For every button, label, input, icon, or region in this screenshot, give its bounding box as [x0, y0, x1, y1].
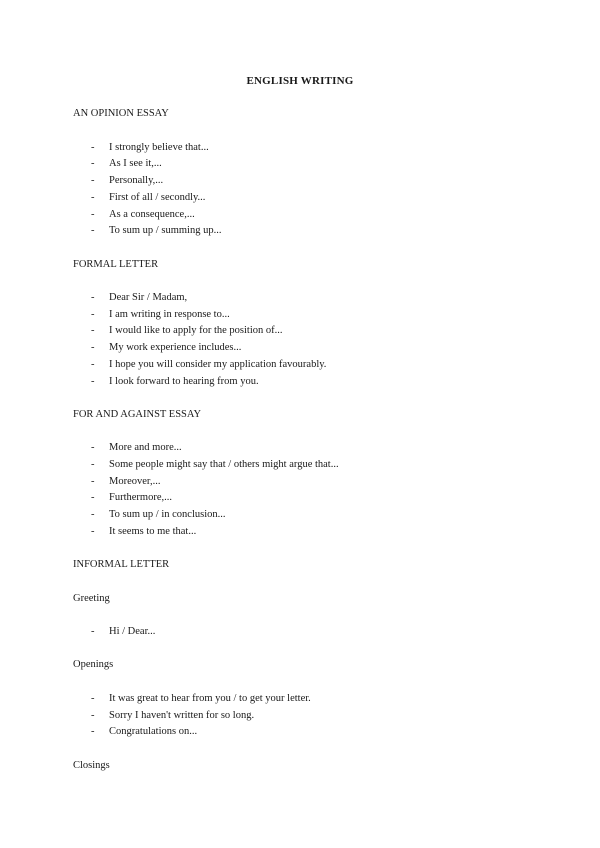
list-item-text: I hope you will consider my application favourably.	[109, 358, 327, 370]
list-item-text: First of all / secondly...	[109, 191, 206, 203]
list-item	[73, 190, 533, 207]
list-item-text: I am writing in response to...	[109, 308, 230, 320]
dash-bullet: -	[91, 492, 95, 504]
list-item-text: My work experience includes...	[109, 342, 242, 354]
dash-bullet: -	[91, 375, 95, 387]
list-item-text: Some people might say that / others might argue that...	[109, 459, 339, 471]
list-item-text: It seems to me that...	[109, 525, 197, 537]
list-item	[73, 173, 533, 190]
dash-bullet: -	[91, 709, 95, 721]
list-item-text: More and more...	[109, 442, 182, 454]
list-item-text: Congratulations on...	[109, 726, 198, 738]
list-item	[73, 223, 533, 240]
list-item-text: I strongly believe that...	[109, 141, 209, 153]
dash-bullet: -	[91, 325, 95, 337]
subheading-closings: Closings	[73, 759, 110, 771]
list-item	[73, 507, 533, 524]
list-item	[73, 140, 533, 157]
list-item	[73, 457, 533, 474]
list-item	[73, 307, 533, 324]
sections	[73, 106, 533, 540]
dash-bullet: -	[91, 308, 95, 320]
list-item-text: It was great to hear from you / to get your letter.	[109, 692, 311, 704]
list-item	[73, 440, 533, 457]
section-heading-informal-letter: INFORMAL LETTER	[73, 559, 170, 571]
list-item	[73, 207, 533, 224]
list-item-text: Sorry I haven't written for so long.	[109, 709, 255, 721]
dash-bullet: -	[91, 208, 95, 220]
dash-bullet: -	[91, 626, 95, 638]
list-item	[73, 708, 533, 725]
dash-bullet: -	[91, 459, 95, 471]
phrase-list	[73, 290, 533, 390]
list-item-text: Hi / Dear...	[109, 626, 156, 638]
greeting-list	[73, 624, 533, 641]
list-item-text: As I see it,...	[109, 158, 162, 170]
list-item	[73, 290, 533, 307]
document-page	[73, 73, 533, 791]
document-title: ENGLISH WRITING	[246, 75, 354, 87]
list-item-text: As a consequence,...	[109, 208, 195, 220]
dash-bullet: -	[91, 175, 95, 187]
list-item-text: To sum up / in conclusion...	[109, 509, 226, 521]
list-item-text: To sum up / summing up...	[109, 225, 222, 237]
dash-bullet: -	[91, 342, 95, 354]
dash-bullet: -	[91, 475, 95, 487]
dash-bullet: -	[91, 525, 95, 537]
dash-bullet: -	[91, 692, 95, 704]
dash-bullet: -	[91, 225, 95, 237]
subheading-openings: Openings	[73, 659, 114, 671]
openings-list	[73, 691, 533, 741]
list-item	[73, 490, 533, 507]
section-heading: FOR AND AGAINST ESSAY	[73, 408, 202, 420]
dash-bullet: -	[91, 509, 95, 521]
section-heading: AN OPINION ESSAY	[73, 108, 169, 120]
phrase-list	[73, 440, 533, 540]
phrase-list	[73, 140, 533, 240]
list-item-text: Dear Sir / Madam,	[109, 292, 188, 304]
dash-bullet: -	[91, 292, 95, 304]
dash-bullet: -	[91, 191, 95, 203]
list-item-text: Personally,...	[109, 175, 164, 187]
list-item	[73, 374, 533, 391]
list-item	[73, 156, 533, 173]
dash-bullet: -	[91, 442, 95, 454]
list-item-text: Furthermore,...	[109, 492, 172, 504]
list-item	[73, 323, 533, 340]
list-item	[73, 357, 533, 374]
dash-bullet: -	[91, 358, 95, 370]
list-item-text: I look forward to hearing from you.	[109, 375, 259, 387]
dash-bullet: -	[91, 726, 95, 738]
dash-bullet: -	[91, 158, 95, 170]
list-item	[73, 624, 533, 641]
list-item-text: Moreover,...	[109, 475, 161, 487]
list-item	[73, 691, 533, 708]
section-heading: FORMAL LETTER	[73, 258, 159, 270]
dash-bullet: -	[91, 141, 95, 153]
list-item-text: I would like to apply for the position of...	[109, 325, 283, 337]
list-item	[73, 340, 533, 357]
list-item	[73, 724, 533, 741]
list-item	[73, 524, 533, 541]
list-item	[73, 474, 533, 491]
subheading-greeting: Greeting	[73, 592, 110, 604]
